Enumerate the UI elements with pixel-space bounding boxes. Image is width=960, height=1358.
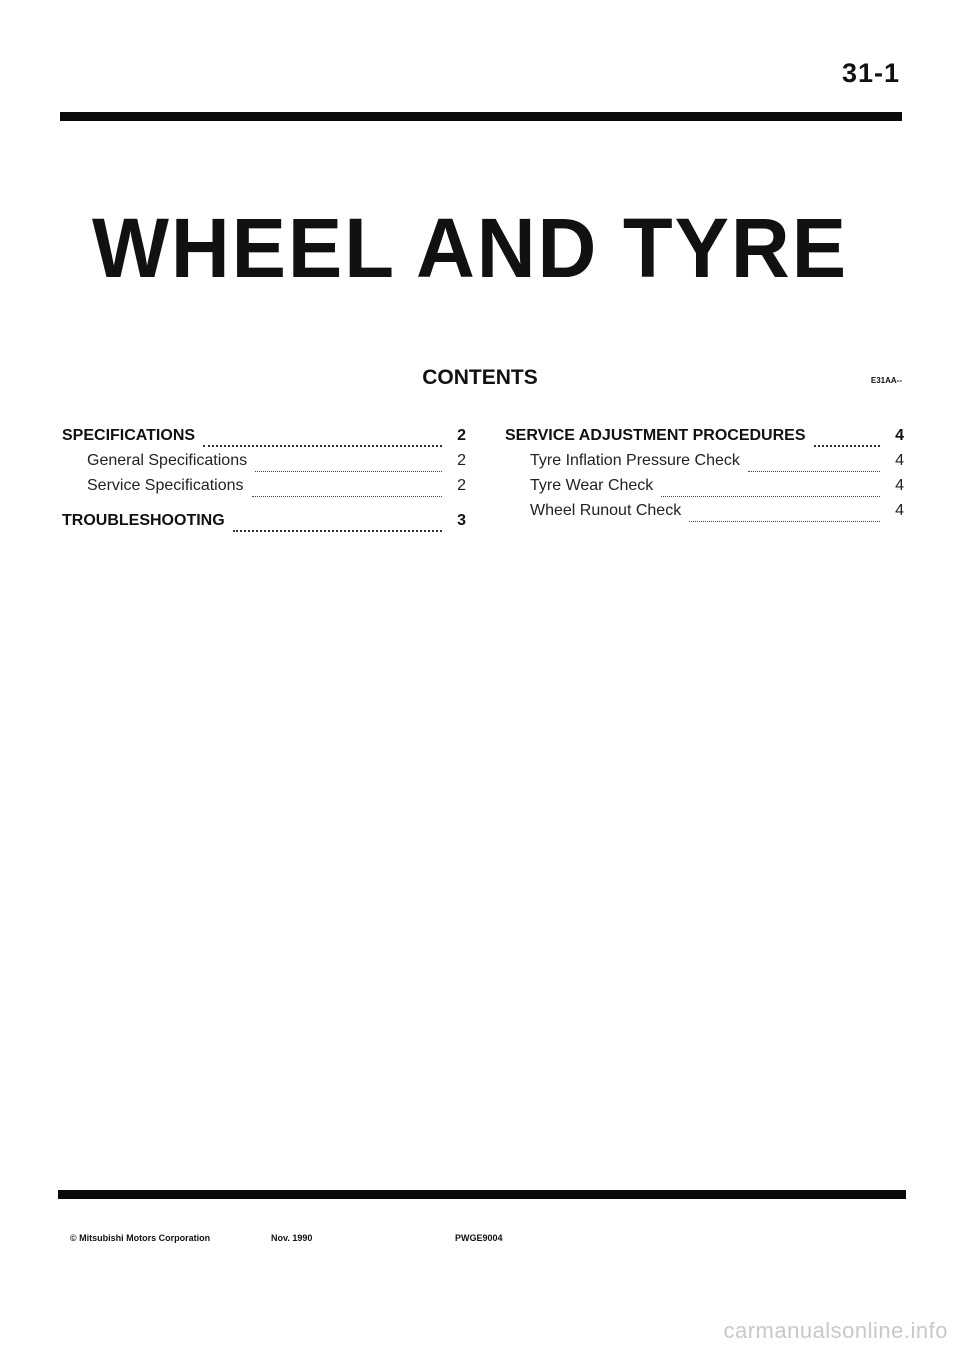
footer-date: Nov. 1990 xyxy=(271,1233,313,1243)
toc-leader xyxy=(814,445,881,447)
toc-entry-tyre-wear-check[interactable] xyxy=(505,477,904,502)
page-title: WHEEL AND TYRE xyxy=(92,201,848,295)
toc-page: 4 xyxy=(895,427,904,444)
toc-leader xyxy=(689,521,880,522)
footer-copyright: © Mitsubishi Motors Corporation xyxy=(70,1233,211,1243)
toc-leader xyxy=(252,496,442,497)
toc-page: 2 xyxy=(457,477,466,494)
toc-right-column xyxy=(505,427,904,527)
contents-code: E31AA-- xyxy=(870,376,902,385)
toc-page: 3 xyxy=(457,512,466,529)
top-rule xyxy=(60,112,902,121)
toc-page: 2 xyxy=(457,427,466,444)
page-number: 31-1 xyxy=(841,58,900,88)
toc-entry-wheel-runout-check[interactable] xyxy=(505,502,904,527)
toc-entry-service-adjustment-procedures[interactable] xyxy=(505,427,904,452)
toc-page: 2 xyxy=(457,452,466,469)
toc-leader xyxy=(203,445,442,447)
toc-entry-troubleshooting[interactable] xyxy=(62,512,466,537)
contents-heading: CONTENTS xyxy=(422,366,538,389)
toc-label: SERVICE ADJUSTMENT PROCEDURES xyxy=(505,427,806,444)
toc-label: Service Specifications xyxy=(87,477,244,494)
toc-entry-general-specifications[interactable] xyxy=(62,452,466,477)
toc-entry-tyre-inflation-pressure-check[interactable] xyxy=(505,452,904,477)
toc-page: 4 xyxy=(895,452,904,469)
toc-leader xyxy=(255,471,442,472)
toc-leader xyxy=(748,471,880,472)
toc-entry-service-specifications[interactable] xyxy=(62,477,466,502)
toc-entry-specifications[interactable] xyxy=(62,427,466,452)
toc-leader xyxy=(233,530,442,532)
toc-left-column xyxy=(62,427,466,537)
toc-label: General Specifications xyxy=(87,452,248,469)
footer-code: PWGE9004 xyxy=(455,1233,503,1243)
toc-leader xyxy=(661,496,880,497)
toc-label: SPECIFICATIONS xyxy=(62,427,196,444)
bottom-rule xyxy=(58,1190,906,1199)
watermark: carmanualsonline.info xyxy=(723,1318,948,1343)
toc-label: TROUBLESHOOTING xyxy=(62,512,225,529)
toc-page: 4 xyxy=(895,477,904,494)
toc-label: Wheel Runout Check xyxy=(530,502,682,519)
toc-label: Tyre Inflation Pressure Check xyxy=(530,452,740,469)
toc-page: 4 xyxy=(895,502,904,519)
toc-label: Tyre Wear Check xyxy=(530,477,654,494)
